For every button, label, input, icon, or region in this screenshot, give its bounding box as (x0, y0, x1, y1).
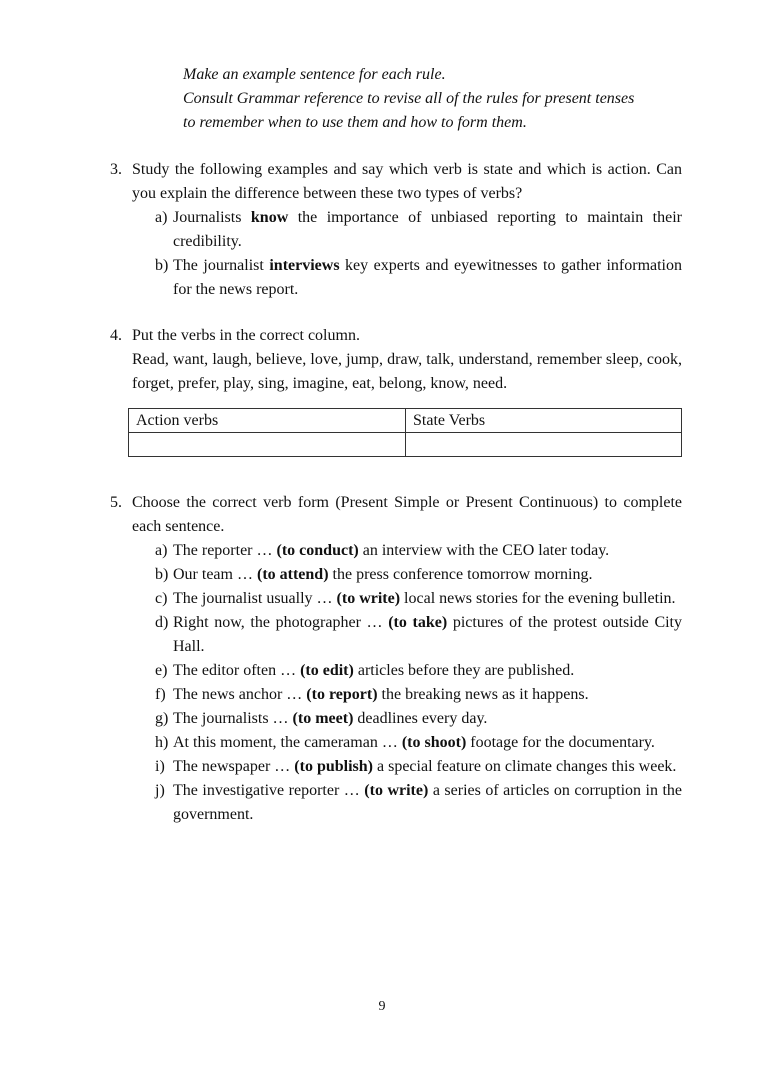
item-letter: b) (155, 257, 169, 274)
item-letter: i) (155, 758, 165, 775)
verb-bold: (to write) (336, 590, 401, 607)
item-letter: g) (155, 710, 169, 727)
task-number: 4. (110, 327, 122, 344)
item-text (173, 611, 682, 659)
text-after: pictures of the protest outside City Hall. (173, 614, 683, 655)
list-item (155, 659, 682, 683)
list-item (155, 587, 682, 611)
task-number: 3. (110, 161, 122, 178)
text-before: The editor often … (173, 662, 301, 679)
text-after: an interview with the CEO later today. (358, 542, 610, 559)
header-action-verbs: Action verbs (129, 409, 406, 433)
item-text (173, 779, 682, 827)
verb-bold: (to meet) (292, 710, 354, 727)
text-after: the press conference tomorrow morning. (328, 566, 593, 583)
verb-bold: (to publish) (294, 758, 373, 775)
verb-bold: (to conduct) (276, 542, 359, 559)
verb-bold: (to edit) (300, 662, 354, 679)
verb-bold: (to report) (306, 686, 378, 703)
text-after: the breaking news as it happens. (377, 686, 589, 703)
action-verbs-cell[interactable] (129, 433, 406, 457)
task-3 (110, 158, 682, 302)
task-number: 5. (110, 494, 122, 511)
verb-bold: (to attend) (256, 566, 329, 583)
task-prompt: Put the verbs in the correct column. (132, 327, 360, 344)
text-before: Our team … (173, 566, 257, 583)
item-text (173, 731, 682, 755)
header-state-verbs: State Verbs (406, 409, 682, 433)
text-after: the importance of unbiased reporting to maintain their credibility. (173, 209, 682, 250)
item-letter: j) (155, 782, 165, 799)
item-text (173, 206, 682, 254)
list-item (155, 611, 682, 659)
text-before: Right now, the photographer … (173, 614, 389, 631)
text-before: The journalist usually … (173, 590, 337, 607)
item-text (173, 254, 682, 302)
text-after: a series of articles on corruption in the government. (173, 782, 683, 823)
item-text (173, 707, 682, 731)
list-item (155, 254, 682, 302)
task-5 (110, 491, 682, 827)
text-after: footage for the documentary. (466, 734, 655, 751)
text-after: key experts and eyewitnesses to gather information for the news report. (173, 257, 683, 298)
item-letter: h) (155, 734, 169, 751)
verb-bold: (to take) (388, 614, 448, 631)
verb-bold: know (250, 209, 289, 226)
page-number: 9 (378, 999, 386, 1014)
text-after: local news stories for the evening bulletin. (400, 590, 676, 607)
item-letter: a) (155, 209, 168, 226)
list-item (155, 206, 682, 254)
intro-line: to remember when to use them and how to form them. (183, 114, 527, 131)
item-letter: c) (155, 590, 168, 607)
item-text (173, 755, 682, 779)
task-4 (110, 324, 682, 457)
table-header-row (129, 409, 682, 433)
verb-bold: (to shoot) (401, 734, 467, 751)
task-prompt: Choose the correct verb form (Present Simple or Present Continuous) to complete each sentence. (132, 494, 682, 535)
text-before: Journalists (173, 209, 251, 226)
list-item (155, 779, 682, 827)
item-text (173, 683, 682, 707)
verb-bold: (to write) (364, 782, 429, 799)
item-letter: d) (155, 614, 169, 631)
item-text (173, 539, 682, 563)
item-text (173, 587, 682, 611)
intro-line: Consult Grammar reference to revise all of the rules for present tenses (183, 90, 635, 107)
task-prompt: Study the following examples and say which verb is state and which is action. Can you explain the difference between these two types of verbs? (132, 161, 682, 202)
verb-table (128, 408, 682, 457)
list-item (155, 563, 682, 587)
state-verbs-cell[interactable] (406, 433, 682, 457)
list-item (155, 755, 682, 779)
list-item (155, 683, 682, 707)
text-after: a special feature on climate changes this week. (373, 758, 677, 775)
list-item (155, 539, 682, 563)
text-before: The journalists … (173, 710, 293, 727)
verb-list: Read, want, laugh, believe, love, jump, draw, talk, understand, remember sleep, cook, forget, prefer, play, sing, imagine, eat, belong, know, need. (132, 351, 682, 392)
item-letter: b) (155, 566, 169, 583)
text-before: The news anchor … (173, 686, 307, 703)
list-item (155, 731, 682, 755)
text-after: articles before they are published. (353, 662, 575, 679)
item-letter: e) (155, 662, 168, 679)
text-before: The investigative reporter … (173, 782, 365, 799)
text-after: deadlines every day. (353, 710, 488, 727)
item-text (173, 659, 682, 683)
list-item (155, 707, 682, 731)
text-before: At this moment, the cameraman … (173, 734, 402, 751)
intro-instructions (183, 63, 703, 135)
text-before: The newspaper … (173, 758, 295, 775)
text-before: The reporter … (173, 542, 277, 559)
verb-bold: interviews (269, 257, 340, 274)
item-letter: a) (155, 542, 168, 559)
item-letter: f) (155, 686, 166, 703)
item-text (173, 563, 682, 587)
table-row (129, 433, 682, 457)
intro-line: Make an example sentence for each rule. (183, 66, 446, 83)
text-before: The journalist (173, 257, 270, 274)
